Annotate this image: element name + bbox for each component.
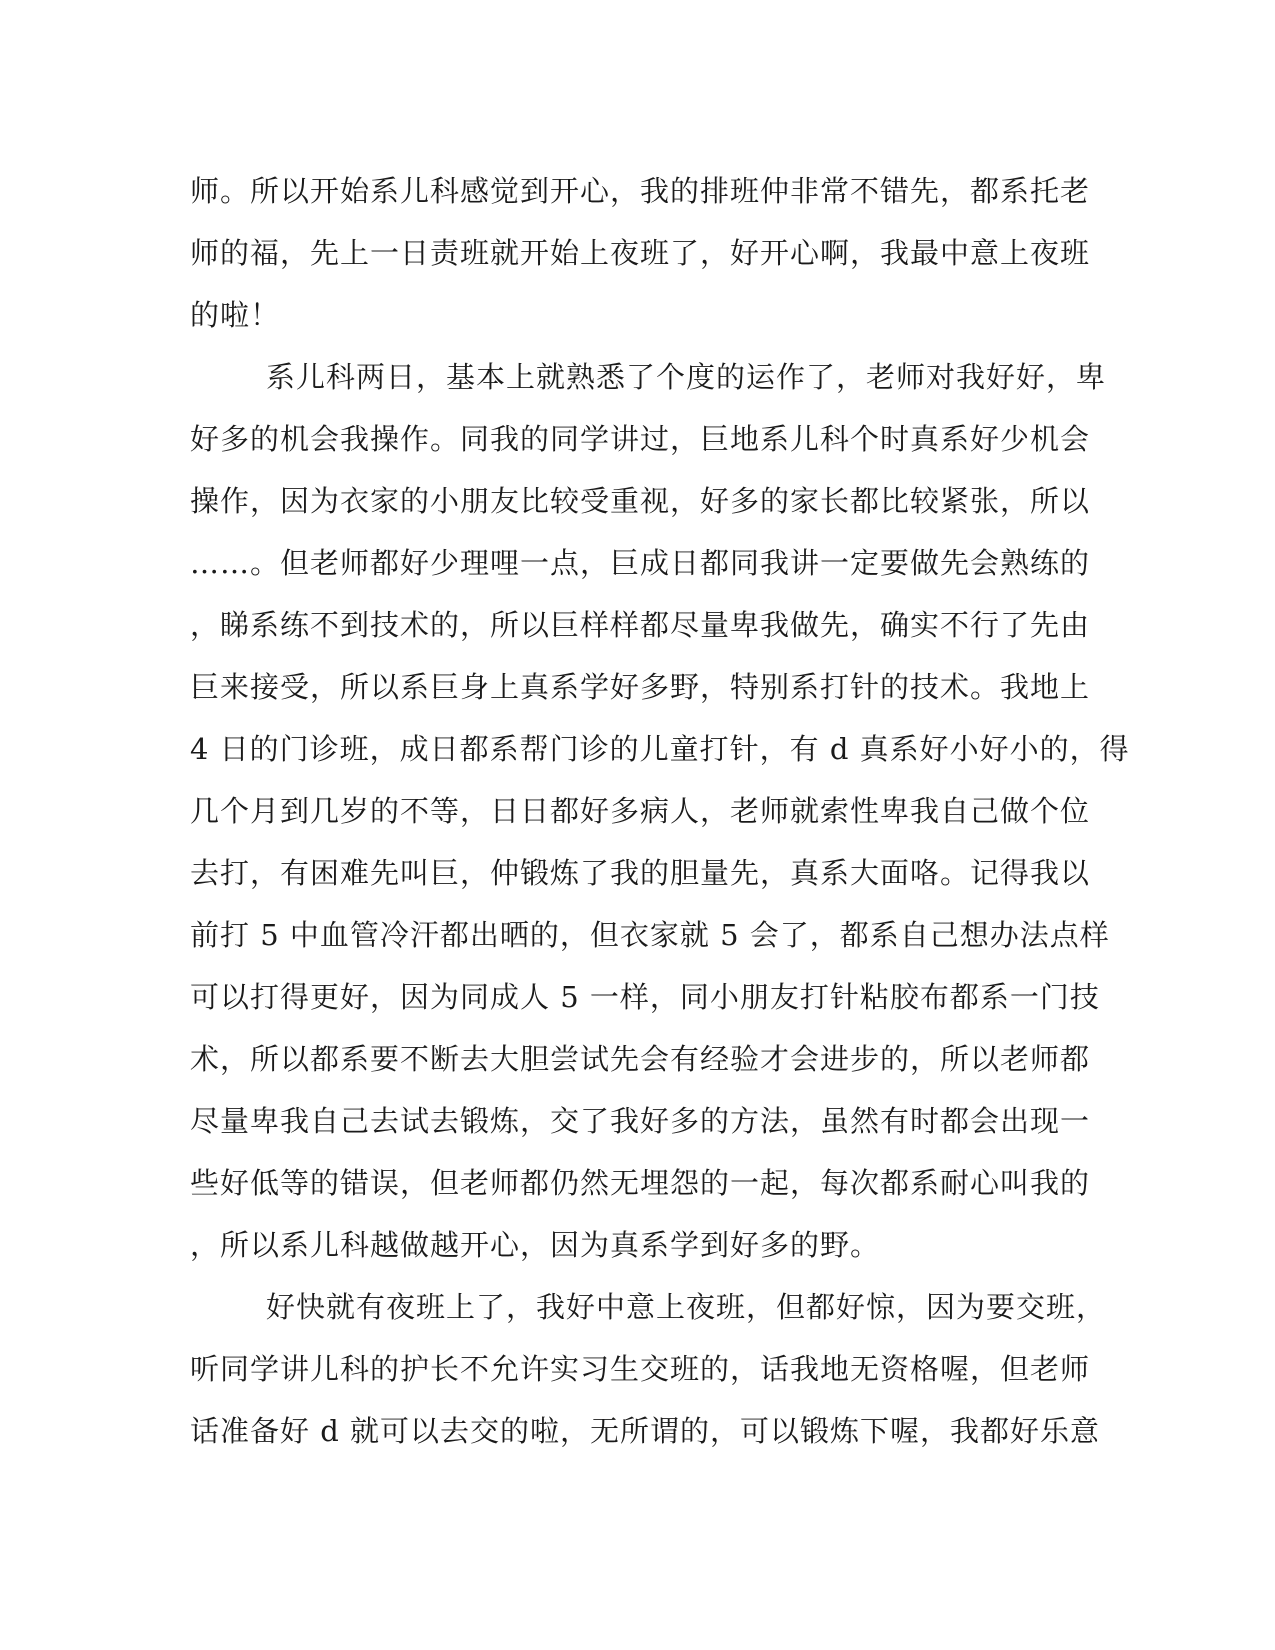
body-text xyxy=(190,160,1130,1462)
text-line: 巨来接受，所以系巨身上真系学好多野，特别系打针的技术。我地上 xyxy=(190,670,1091,704)
text-line: 听同学讲儿科的护长不允许实习生交班的，话我地无资格喔，但老师 xyxy=(190,1352,1091,1386)
text-line: 系儿科两日，基本上就熟悉了个度的运作了，老师对我好好，卑 xyxy=(266,360,1107,394)
text-line: 前打 5 中血管冷汗都出晒的，但衣家就 5 会了，都系自己想办法点样 xyxy=(190,918,1110,952)
text-line: 些好低等的错误，但老师都仍然无埋怨的一起，每次都系耐心叫我的 xyxy=(190,1166,1091,1200)
text-line: 4 日的门诊班，成日都系帮门诊的儿童打针，有 d 真系好小好小的，得 xyxy=(190,732,1130,766)
text-line: 操作，因为衣家的小朋友比较受重视，好多的家长都比较紧张，所以 xyxy=(190,484,1091,518)
text-line: 好快就有夜班上了，我好中意上夜班，但都好惊，因为要交班， xyxy=(266,1290,1107,1324)
text-line: 话准备好 d 就可以去交的啦，无所谓的，可以锻炼下喔，我都好乐意 xyxy=(190,1414,1101,1448)
text-line: ，睇系练不到技术的，所以巨样样都尽量卑我做先，确实不行了先由 xyxy=(190,608,1091,642)
text-line: 可以打得更好，因为同成人 5 一样，同小朋友打针粘胶布都系一门技 xyxy=(190,980,1100,1014)
text-line: 的啦！ xyxy=(190,298,281,332)
text-line: 术，所以都系要不断去大胆尝试先会有经验才会进步的，所以老师都 xyxy=(190,1042,1091,1076)
text-line: 尽量卑我自己去试去锻炼，交了我好多的方法，虽然有时都会出现一 xyxy=(190,1104,1091,1138)
text-line: ……。但老师都好少理哩一点，巨成日都同我讲一定要做先会熟练的 xyxy=(190,546,1091,580)
text-line: 几个月到几岁的不等，日日都好多病人，老师就索性卑我自己做个位 xyxy=(190,794,1091,828)
text-line: 好多的机会我操作。同我的同学讲过，巨地系儿科个时真系好少机会 xyxy=(190,422,1091,456)
text-line: 师。所以开始系儿科感觉到开心，我的排班仲非常不错先，都系托老 xyxy=(190,174,1091,208)
text-line: ，所以系儿科越做越开心，因为真系学到好多的野。 xyxy=(190,1228,881,1262)
text-line: 师的福，先上一日责班就开始上夜班了，好开心啊，我最中意上夜班 xyxy=(190,236,1091,270)
text-line: 去打，有困难先叫巨，仲锻炼了我的胆量先，真系大面咯。记得我以 xyxy=(190,856,1091,890)
